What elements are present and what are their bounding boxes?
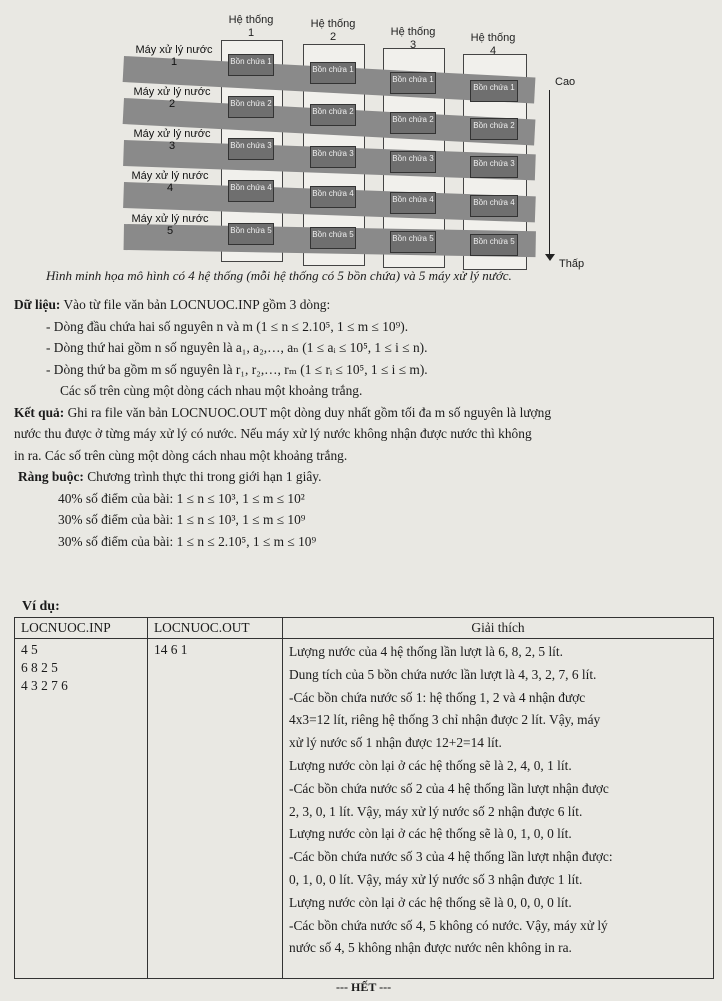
explain-line: Lượng nước của 4 hệ thống lần lượt là 6, 8, 2, 5 lít. xyxy=(289,644,563,659)
tank-s4-2: Bồn chứa 2 xyxy=(470,118,518,140)
machine-label-3: Máy xử lý nước 3 xyxy=(133,128,211,152)
output-line-1 xyxy=(0,402,722,424)
tank-s2-2: Bồn chứa 2 xyxy=(310,104,356,126)
constraint-sub-2: 30% số điểm của bài: 1 ≤ n ≤ 10³, 1 ≤ m ≤ 10⁹ xyxy=(58,512,306,527)
axis-label-high: Cao xyxy=(555,76,576,88)
system-title-1: Hệ thống 1 xyxy=(228,14,274,39)
tank-s2-4: Bồn chứa 4 xyxy=(310,186,356,208)
header-output-file: LOCNUOC.OUT xyxy=(148,618,283,639)
example-explain-cell xyxy=(283,639,714,979)
input-intro-text: Vào từ file văn bản LOCNUOC.INP gồm 3 dòng: xyxy=(63,297,331,312)
output-line-3: in ra. Các số trên cùng một dòng cách nhau một khoảng trắng. xyxy=(14,447,348,463)
constraint-sub-3: 30% số điểm của bài: 1 ≤ n ≤ 2.10⁵, 1 ≤ m ≤ 10⁹ xyxy=(58,533,317,549)
output-line-1-text: Ghi ra file văn bản LOCNUOC.OUT một dòng duy nhất gồm tối đa m số nguyên là lượng xyxy=(67,404,552,420)
machine-label-4: Máy xử lý nước 4 xyxy=(131,170,209,194)
tank-s4-5: Bồn chứa 5 xyxy=(470,234,518,256)
explain-line: 0, 1, 0, 0 lít. Vậy, máy xử lý nước số 3 nhận được 1 lít. xyxy=(289,871,583,887)
tank-s3-3: Bồn chứa 3 xyxy=(390,151,436,173)
tank-s1-4: Bồn chứa 4 xyxy=(228,180,274,202)
explain-line: Lượng nước còn lại ở các hệ thống sẽ là 2, 4, 0, 1 lít. xyxy=(289,757,572,773)
constraints-intro-text: Chương trình thực thi trong giới hạn 1 giây. xyxy=(87,469,322,484)
tank-s2-1: Bồn chứa 1 xyxy=(310,62,356,84)
tank-s1-1: Bồn chứa 1 xyxy=(228,54,274,76)
tank-s3-5: Bồn chứa 5 xyxy=(390,231,436,253)
constraint-sub-1: 40% số điểm của bài: 1 ≤ n ≤ 10³, 1 ≤ m ≤ 10² xyxy=(58,490,305,506)
explain-line: Lượng nước còn lại ở các hệ thống sẽ là 0, 0, 0, 0 lít. xyxy=(289,894,572,910)
tank-s1-3: Bồn chứa 3 xyxy=(228,138,274,160)
example-table xyxy=(14,617,714,979)
explain-line: -Các bồn chứa nước số 2 của 4 hệ thống lần lượt nhận được xyxy=(289,780,609,796)
input-intro xyxy=(0,294,722,316)
machine-label-2: Máy xử lý nước 2 xyxy=(133,86,211,110)
height-axis-line xyxy=(549,90,550,255)
constraints-intro xyxy=(0,466,722,488)
end-marker: --- HẾT --- xyxy=(336,980,392,994)
tank-s1-5: Bồn chứa 5 xyxy=(228,223,274,245)
machine-label-5: Máy xử lý nước 5 xyxy=(131,213,209,237)
explain-line: nước số 4, 5 không nhận được nước nên không in ra. xyxy=(289,940,572,956)
example-input-line: 4 3 2 7 6 xyxy=(21,678,68,693)
explain-line: Dung tích của 5 bồn chứa nước lần lượt là 4, 3, 2, 7, 6 lít. xyxy=(289,666,597,682)
constraints-label: Ràng buộc: xyxy=(18,469,84,484)
example-input-line: 6 8 2 5 xyxy=(21,660,58,675)
system-title-2: Hệ thống 2 xyxy=(310,18,356,43)
problem-text xyxy=(0,294,722,552)
tank-s3-2: Bồn chứa 2 xyxy=(390,112,436,134)
tank-s3-4: Bồn chứa 4 xyxy=(390,192,436,214)
explain-line: -Các bồn chứa nước số 3 của 4 hệ thống lần lượt nhận được: xyxy=(289,849,613,865)
machine-label-1: Máy xử lý nước 1 xyxy=(135,44,213,68)
input-line-2: - Dòng thứ hai gồm n số nguyên là a₁, a₂,…, aₙ (1 ≤ aᵢ ≤ 10⁵, 1 ≤ i ≤ n). xyxy=(46,340,428,355)
example-output-cell xyxy=(148,639,283,979)
input-line-1: - Dòng đầu chứa hai số nguyên n và m (1 ≤ n ≤ 2.10⁵, 1 ≤ m ≤ 10⁹). xyxy=(46,318,409,334)
system-diagram xyxy=(0,0,722,283)
input-line-4: Các số trên cùng một dòng cách nhau một khoảng trắng. xyxy=(60,383,363,398)
system-title-4: Hệ thống 4 xyxy=(470,32,516,57)
tank-s1-2: Bồn chứa 2 xyxy=(228,96,274,118)
example-input-line: 4 5 xyxy=(21,642,38,657)
tank-s3-1: Bồn chứa 1 xyxy=(390,72,436,94)
tank-s4-3: Bồn chứa 3 xyxy=(470,156,518,178)
explain-line: xử lý nước số 1 nhận được 12+2=14 lít. xyxy=(289,735,502,751)
system-title-3: Hệ thống 3 xyxy=(390,26,436,51)
tank-s4-1: Bồn chứa 1 xyxy=(470,80,518,102)
input-line-3: - Dòng thứ ba gồm m số nguyên là r₁, r₂,…, rₘ (1 ≤ rᵢ ≤ 10⁵, 1 ≤ i ≤ m). xyxy=(46,361,428,377)
example-output-line: 14 6 1 xyxy=(154,642,188,657)
height-axis-arrow-icon xyxy=(545,254,555,261)
example-input-cell xyxy=(15,639,148,979)
input-label: Dữ liệu: xyxy=(14,297,61,312)
axis-label-low: Thấp xyxy=(559,258,585,270)
example-header-row xyxy=(15,618,714,639)
explain-line: 4x3=12 lít, riêng hệ thống 3 chỉ nhận được 2 lít. Vậy, máy xyxy=(289,712,601,728)
explain-line: Lượng nước còn lại ở các hệ thống sẽ là 0, 1, 0, 0 lít. xyxy=(289,826,572,842)
tank-s4-4: Bồn chứa 4 xyxy=(470,195,518,217)
header-explanation: Giải thích xyxy=(283,618,714,639)
explain-line: -Các bồn chứa nước số 4, 5 không có nước. Vậy, máy xử lý xyxy=(289,917,608,933)
example-body-row xyxy=(15,639,714,979)
tank-s2-5: Bồn chứa 5 xyxy=(310,227,356,249)
output-line-2: nước thu được ở từng máy xử lý có nước. Nếu máy xử lý nước không nhận được nước thì không xyxy=(14,426,532,441)
tank-s2-3: Bồn chứa 3 xyxy=(310,146,356,168)
output-label: Kết quả: xyxy=(14,404,65,420)
explain-line: -Các bồn chứa nước số 1: hệ thống 1, 2 và 4 nhận được xyxy=(289,689,586,705)
example-title: Ví dụ: xyxy=(22,599,60,614)
explain-line: 2, 3, 0, 1 lít. Vậy, máy xử lý nước số 2 nhận được 6 lít. xyxy=(289,803,583,819)
header-input-file: LOCNUOC.INP xyxy=(15,618,148,639)
figure-caption: Hình minh họa mô hình có 4 hệ thống (mỗi hệ thống có 5 bồn chứa) và 5 máy xử lý nước. xyxy=(46,268,512,283)
